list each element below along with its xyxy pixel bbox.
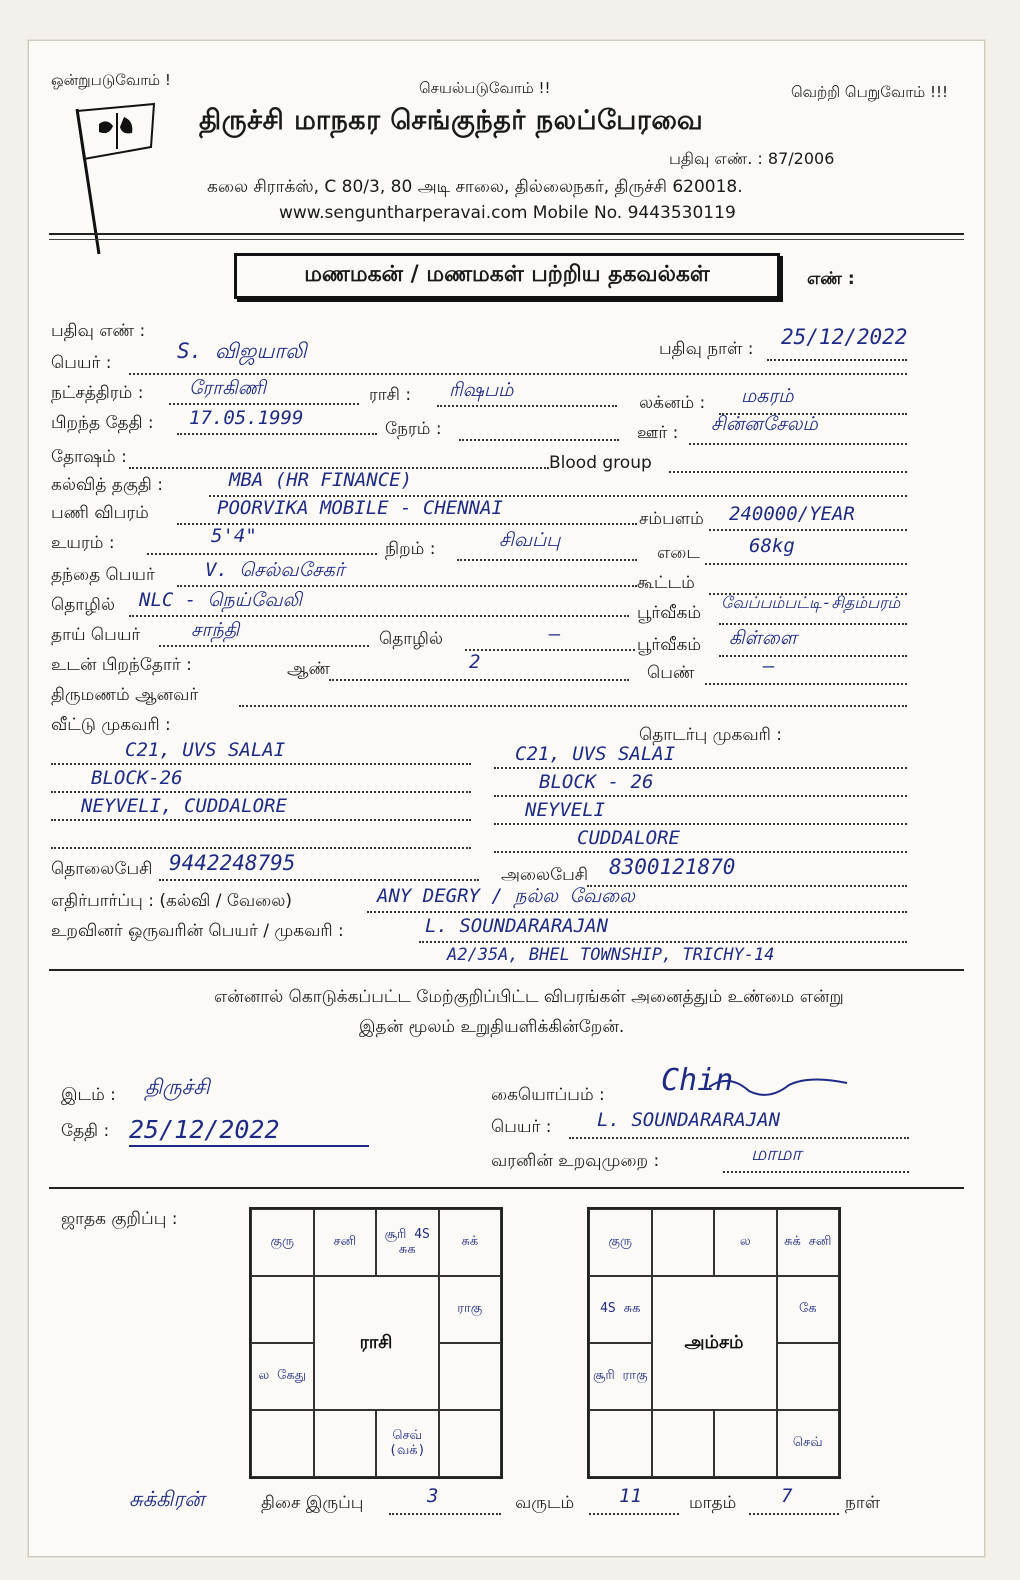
place-value: சின்னசேலம் [711,413,818,435]
flag-logo-icon [69,99,159,259]
mother-native-value: கிள்ளை [729,627,797,649]
mother-value: சாந்தி [191,619,240,641]
rasi-cell-3: சுக் [439,1209,502,1276]
siblings-female-label: பெண் [647,663,695,683]
dasa-years-value: 3 [427,1485,439,1507]
org-address: கலை சிராக்ஸ், C 80/3, 80 அடி சாலை, தில்லைநகர், திருச்சி 620018. [207,177,743,197]
home-addr-label: வீட்டு முகவரி : [51,715,171,735]
rasi-cell-0: குரு [251,1209,314,1276]
mother-native-label: பூர்வீகம் [637,635,702,655]
rasi-cell-14: செவ் (வக்) [376,1410,439,1477]
name-value: S. விஜயாலி [177,339,307,363]
sign-date-underline [129,1145,369,1147]
amsam-cell-12 [589,1410,652,1477]
rasi-cell-13 [314,1410,377,1477]
sign-name-label: பெயர் : [491,1117,552,1137]
expect-label: எதிர்பார்ப்பு : (கல்வி / வேலை) [51,891,292,911]
form-title: மணமகன் / மணமகள் பற்றிய தகவல்கள் [234,253,780,299]
sign-place-value: திருச்சி [145,1075,210,1099]
weight-value: 68kg [749,535,795,557]
lagnam-label: லக்னம் : [639,393,706,413]
rasi-chart-title: ராசி [314,1276,439,1410]
rasi-label: ராசி : [369,385,412,405]
star-value: ரோகிணி [189,377,267,399]
dob-label: பிறந்த தேதி : [51,413,154,433]
amsam-cell-2: ல [714,1209,777,1276]
declaration-line-1: என்னால் கொடுக்கப்பட்ட மேற்குறிப்பிட்ட விபரங்கள் அனைத்தும் உண்மை என்று [214,987,844,1007]
rasi-cell-2: சூரி 4S சுக [376,1209,439,1276]
relative-name-value: L. SOUNDARARAJAN [425,915,609,937]
months-label: மாதம் [689,1493,737,1513]
form-sheet [28,40,985,1557]
mother-label: தாய் பெயர் [51,625,141,645]
edu-label: கல்வித் தகுதி : [51,475,163,495]
contact-addr-line-4: CUDDALORE [577,827,680,849]
father-job-value: NLC - நெய்வேலி [139,589,302,611]
phone-value: 9442248795 [169,851,296,875]
amsam-cell-11 [777,1343,840,1410]
reg-date-value: 25/12/2022 [781,325,908,349]
rasi-cell-7: ராகு [439,1276,502,1343]
contact-addr-line-1: C21, UVS SALAI [515,743,676,765]
relative-label: உறவினர் ஒருவரின் பெயர் / முகவரி : [51,921,344,941]
slogan-left: ஒன்றுபடுவோம் ! [51,71,171,89]
siblings-label: உடன் பிறந்தோர் : [51,655,192,675]
contact-addr-line-2: BLOCK - 26 [539,771,654,793]
dob-value: 17.05.1999 [189,407,304,429]
rasi-value: ரிஷபம் [449,379,514,401]
contact-addr-label: தொடர்பு முகவரி : [639,725,783,745]
slogan-center: செயல்படுவோம் !! [419,79,551,97]
mobile-label: அலைபேசி [501,865,589,885]
expect-value: ANY DEGRY / நல்ல வேலை [377,885,635,907]
koottam-label: கூட்டம் [637,573,695,593]
header-rule-2 [49,239,964,240]
job-label: பணி விபரம் [51,503,149,523]
dasa-months-value: 11 [619,1485,642,1507]
colour-label: நிறம் : [385,539,436,559]
section-rule-2 [49,1187,964,1189]
amsam-cell-7: கே [777,1276,840,1343]
siblings-male-value: 2 [469,651,481,673]
rasi-cell-11 [439,1343,502,1410]
mother-job-value: — [549,623,561,645]
siblings-female-value: — [763,655,775,677]
star-label: நட்சத்திரம் : [51,383,144,403]
declaration-line-2: இதன் மூலம் உறுதியளிக்கின்றேன். [359,1017,625,1037]
amsam-chart-title: அம்சம் [652,1276,777,1410]
signature-label: கையொப்பம் : [491,1085,605,1105]
rasi-cell-8: ல கேது [251,1343,314,1410]
amsam-cell-0: குரு [589,1209,652,1276]
height-label: உயரம் : [51,533,115,553]
home-addr-line-3: NEYVELI, CUDDALORE [81,795,287,817]
amsam-cell-4: 4S சுக [589,1276,652,1343]
siblings-male-label: ஆண் [287,659,331,679]
days-label: நாள் [845,1493,881,1513]
weight-label: எடை [657,543,700,563]
rasi-cell-4 [251,1276,314,1343]
org-name: திருச்சி மாநகர செங்குந்தர் நலப்பேரவை [199,105,704,136]
amsam-cell-14 [714,1410,777,1477]
place-label: ஊர் : [637,423,679,443]
reg-date-label: பதிவு நாள் : [659,339,754,359]
amsam-cell-15: செவ் [777,1410,840,1477]
edu-value: MBA (HR FINANCE) [229,469,413,491]
father-label: தந்தை பெயர் [51,565,155,585]
height-value: 5'4" [211,525,257,547]
father-job-label: தொழில் [51,595,116,615]
horoscope-label: ஜாதக குறிப்பு : [61,1209,178,1229]
dasa-days-value: 7 [781,1485,793,1507]
reg-no: பதிவு எண். : 87/2006 [669,149,835,168]
contact-addr-line-3: NEYVELI [525,799,606,821]
relation-label: வரனின் உறவுமுறை : [491,1151,660,1171]
salary-value: 240000/YEAR [729,503,855,525]
home-addr-line-1: C21, UVS SALAI [125,739,286,761]
relation-value: மாமா [751,1143,802,1165]
amsam-cell-3: சுக் சனி [777,1209,840,1276]
father-native-label: பூர்வீகம் [637,603,702,623]
sign-date-value: 25/12/2022 [129,1115,280,1144]
colour-value: சிவப்பு [499,529,561,551]
rasi-cell-12 [251,1410,314,1477]
lagnam-value: மகரம் [741,385,794,407]
father-value: V. செல்வசேகர் [205,559,345,581]
section-rule [49,969,964,971]
phone-label: தொலைபேசி [51,859,153,879]
signature-value: Chin [661,1063,734,1098]
married-label: திருமணம் ஆனவர் [51,685,199,705]
job-value: POORVIKA MOBILE - CHENNAI [217,497,503,519]
relative-addr-value: A2/35A, BHEL TOWNSHIP, TRICHY-14 [447,945,775,965]
name-label: பெயர் : [51,353,112,373]
sign-date-label: தேதி : [61,1121,110,1141]
rasi-cell-15 [439,1410,502,1477]
reg-no-label: பதிவு எண் : [51,321,146,341]
dosham-label: தோஷம் : [51,447,127,467]
amsam-cell-1 [652,1209,715,1276]
blood-label: Blood group [549,453,652,473]
sign-place-label: இடம் : [61,1085,116,1105]
slogan-right: வெற்றி பெறுவோம் !!! [791,83,949,101]
amsam-cell-13 [652,1410,715,1477]
header-rule [49,233,964,235]
amsam-chart [587,1207,841,1479]
signature-scrawl-icon [709,1069,849,1099]
mother-job-label: தொழில் [379,629,444,649]
rasi-chart [249,1207,503,1479]
form-no-label: எண் : [807,269,855,289]
years-label: வருடம் [515,1493,575,1513]
father-native-value: வேப்பம்பட்டி-சிதம்பரம் [721,593,901,612]
mobile-value: 8300121870 [609,855,736,879]
disai-label: திசை இருப்பு [261,1493,364,1513]
home-addr-line-2: BLOCK-26 [91,767,183,789]
sign-name-value: L. SOUNDARARAJAN [597,1109,781,1131]
rasi-cell-1: சனி [314,1209,377,1276]
amsam-cell-8: சூரி ராகு [589,1343,652,1410]
org-contact: www.senguntharperavai.com Mobile No. 9443530119 [279,203,736,223]
salary-label: சம்பளம் [639,509,704,529]
time-label: நேரம் : [385,419,442,439]
dasa-value: சுக்கிரன் [129,1487,205,1511]
